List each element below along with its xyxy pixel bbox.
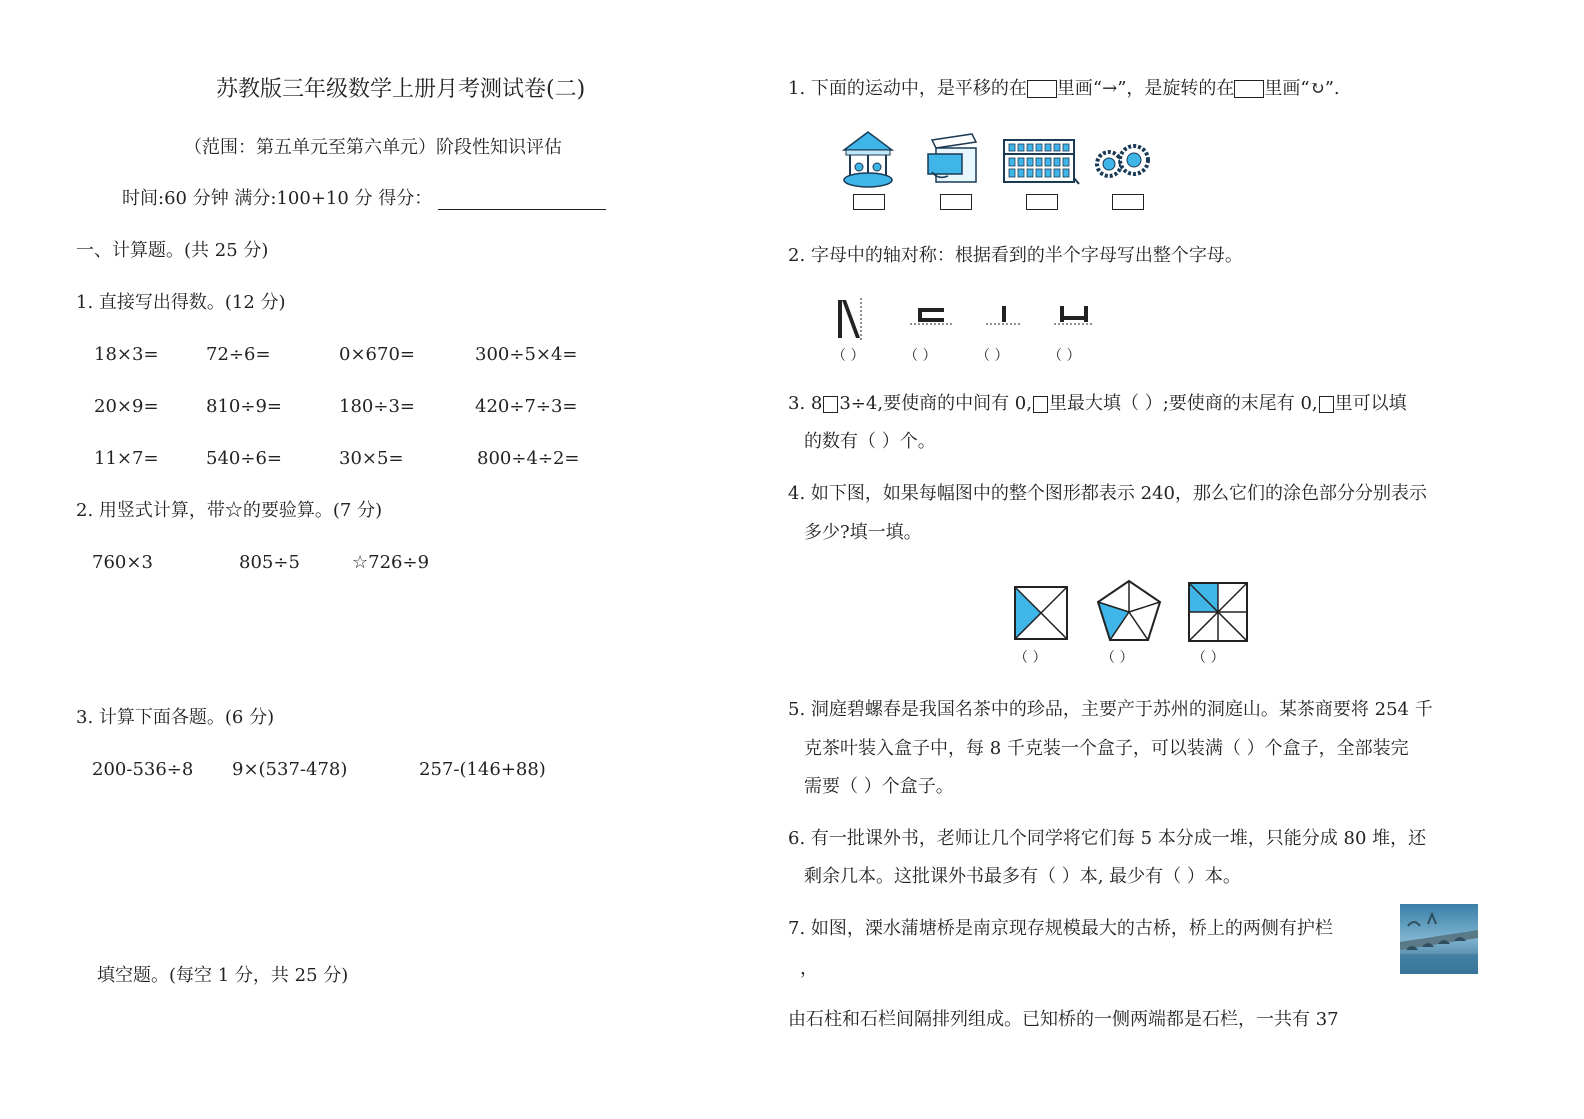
half-letter-t-icon [986,304,1022,328]
carousel-icon [838,130,898,190]
r-q6-line1: 6. 有一批课外书，老师让几个同学将它们每 5 本分成一堆，只能分成 80 堆，还 [788,828,1427,849]
square-eighths-figure [1186,580,1250,644]
digit-box [1033,396,1048,413]
calc-item: 180÷3= [339,396,415,417]
answer-box[interactable] [853,194,885,210]
r-q5-line3: 需要（ ）个盒子。 [804,776,954,797]
mixed-calc-item: 257-(146+88) [419,759,546,780]
mixed-calc-item: 9×(537-478) [232,759,348,780]
section-1-heading: 一、计算题。(共 25 分) [76,240,269,261]
r-q5-line1: 5. 洞庭碧螺春是我国名茶中的珍品，主要产于苏州的洞庭山。某茶商要将 254 千 [788,699,1433,720]
answer-paren[interactable]: （ ） [904,348,937,364]
r-q1-part-a: 1. 下面的运动中，是平移的在 [788,78,1027,99]
r-q6-line2: 剩余几本。这批课外书最多有（ ）本, 最少有（ ）本。 [804,866,1241,887]
half-letter-h-icon [1054,302,1094,328]
inline-box [1234,80,1264,98]
bridge-photo [1400,904,1478,974]
inline-box [1027,80,1057,98]
r-q3-line1 [788,393,1407,415]
answer-paren[interactable]: （ ） [1192,650,1225,666]
answer-box[interactable] [1112,194,1144,210]
answer-paren[interactable]: （ ） [832,348,865,364]
r-q1-text [788,78,1340,100]
mixed-calc-item: 200-536÷8 [92,759,194,780]
vertical-calc-item: 805÷5 [239,552,300,573]
exam-meta [122,188,606,210]
digit-box [1319,396,1334,413]
calc-item: 800÷4÷2= [477,448,580,469]
answer-box[interactable] [940,194,972,210]
vertical-calc-item: ☆726÷9 [352,552,430,573]
r-q5-line2: 克茶叶装入盒子中，每 8 千克装一个盒子，可以装满（ ）个盒子，全部装完 [804,738,1409,759]
calc-item: 810÷9= [206,396,282,417]
r-q1-part-b: 里画“→”，是旋转的在 [1056,78,1235,99]
r-q2-text: 2. 字母中的轴对称：根据看到的半个字母写出整个字母。 [788,245,1243,266]
r-q4-line2: 多少?填一填。 [804,522,922,543]
q1-heading: 1. 直接写出得数。(12 分) [76,292,286,313]
answer-paren[interactable]: （ ） [976,348,1009,364]
subtitle: （范围：第五单元至第六单元）阶段性知识评估 [184,137,562,158]
pentagon-figure [1094,578,1164,644]
gears-icon [1094,144,1152,180]
r-q1-part-c: 里画“↻”. [1264,78,1340,99]
calc-item: 0×670= [339,344,415,365]
half-letter-m-icon [836,298,864,340]
calc-item: 72÷6= [206,344,271,365]
r-q7-line1: 7. 如图，溧水蒲塘桥是南京现存规模最大的古桥，桥上的两侧有护栏 [788,918,1333,939]
r-q7-comma: ， [800,958,818,979]
abacus-icon [1002,138,1080,186]
score-blank[interactable] [438,191,606,210]
calc-item: 20×9= [94,396,159,417]
calc-item: 540÷6= [206,448,282,469]
square-diagonals-figure [1012,584,1070,642]
answer-paren[interactable]: （ ） [1101,650,1134,666]
r-q3-line2: 的数有（ ）个。 [804,431,936,452]
r-q4-line1: 4. 如下图，如果每幅图中的整个图形都表示 240，那么它们的涂色部分分别表示 [788,483,1427,504]
r-q3-part-d: 里可以填 [1334,393,1407,414]
vertical-calc-item: 760×3 [92,552,153,573]
r-q3-part-a: 3. 8 [788,393,823,414]
answer-box[interactable] [1026,194,1058,210]
answer-paren[interactable]: （ ） [1014,650,1047,666]
r-q3-part-b: 3÷4,要使商的中间有 0, [839,393,1032,414]
calc-item: 18×3= [94,344,159,365]
drawer-icon [922,132,982,190]
section-2-heading: 填空题。(每空 1 分，共 25 分) [97,965,349,986]
calc-item: 30×5= [339,448,404,469]
calc-item: 11×7= [94,448,159,469]
q2-heading: 2. 用竖式计算，带☆的要验算。(7 分) [76,500,383,521]
answer-paren[interactable]: （ ） [1048,348,1081,364]
page-title: 苏教版三年级数学上册月考测试卷(二) [216,77,586,102]
calc-item: 420÷7÷3= [475,396,578,417]
r-q3-part-c: 里最大填（ ）;要使商的末尾有 0, [1048,393,1318,414]
r-q7-line2: 由石柱和石栏间隔排列组成。已知桥的一侧两端都是石栏，一共有 37 [788,1009,1339,1030]
digit-box [823,396,838,413]
q3-heading: 3. 计算下面各题。(6 分) [76,707,275,728]
exam-meta-text: 时间:60 分钟 满分:100+10 分 得分： [122,188,433,209]
half-letter-e-icon [910,304,952,328]
calc-item: 300÷5×4= [475,344,578,365]
